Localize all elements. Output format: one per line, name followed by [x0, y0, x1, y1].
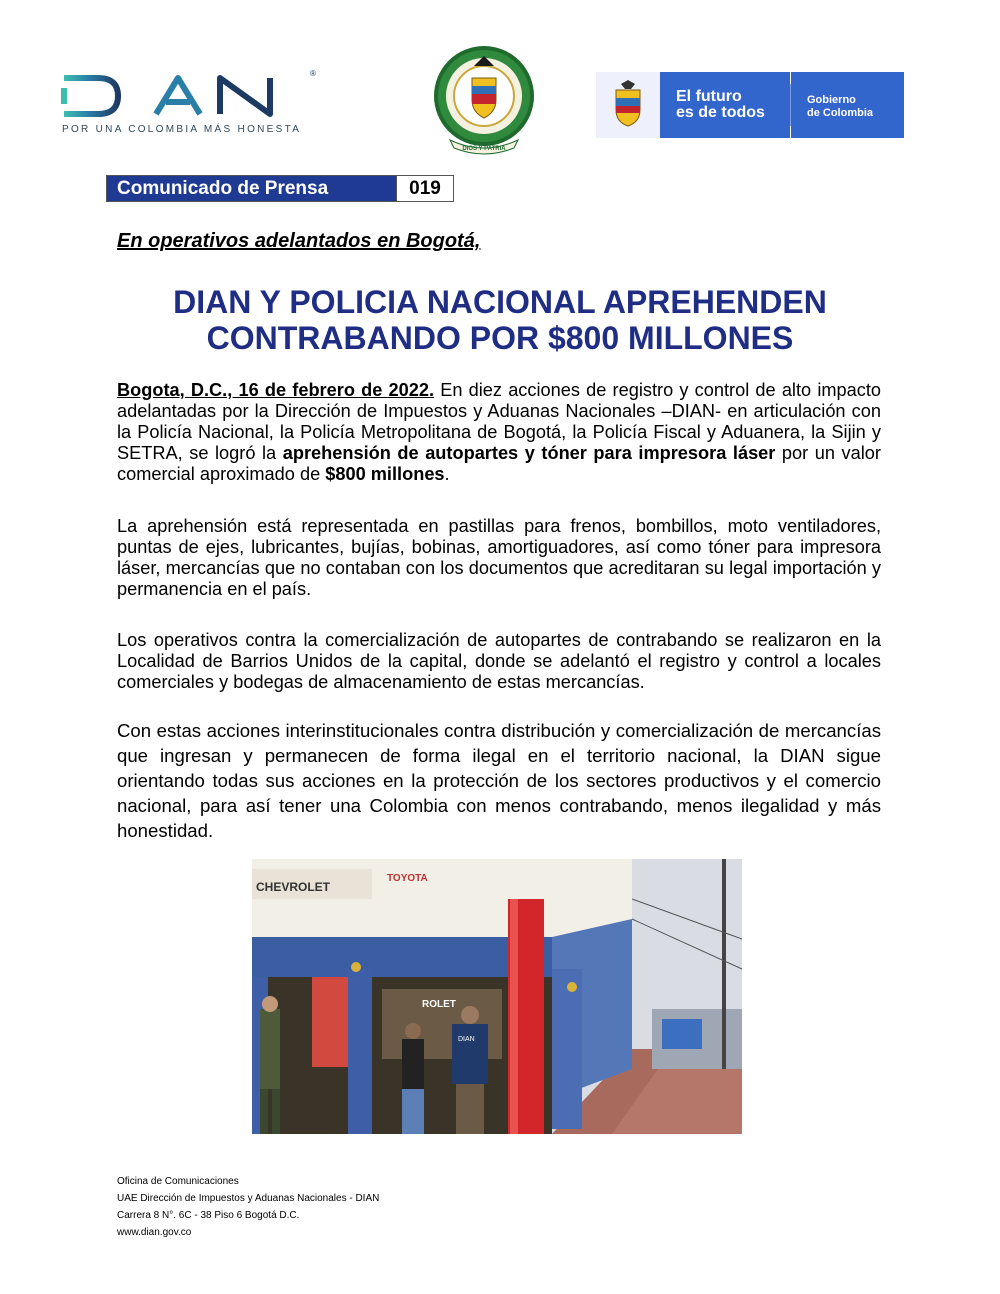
footer-line1: Oficina de Comunicaciones [117, 1176, 239, 1187]
coat-of-arms-icon [596, 72, 660, 138]
dateline: Bogota, D.C., 16 de febrero de 2022. [117, 380, 435, 400]
p1-bold-a: aprehensión de autopartes y tóner para impresora láser [282, 443, 776, 463]
paragraph-4: Con estas acciones interinstitucionales contra distribución y comercialización de mercancías que ingresan y permanecen de forma ilegal en el territorio nacional, la DIAN sigue orientando todas sus acciones en la protección de los sectores productivos y el comercio nacional, para así tener una Colombia con menos contrabando, menos ilegalidad y más honestidad. [117, 720, 881, 841]
photo-sign-toyota: TOYOTA [387, 873, 428, 884]
p1-bold-b: $800 millones [325, 464, 445, 484]
dian-tagline: POR UNA COLOMBIA MÁS HONESTA [62, 124, 302, 135]
gov-slogan-line2: es de todos [676, 104, 765, 121]
police-seal [430, 44, 538, 154]
gov-slogan [660, 72, 790, 138]
svg-text:®: ® [310, 69, 316, 78]
paragraph-2: La aprehensión está representada en pastillas para frenos, bombillos, moto ventiladores, puntas de ejes, lubricantes, bujías, bobinas, amortiguadores, así como tóner para impresora láser, mercancías que no contaban con los documentos que acreditaran su legal importación y permanencia en el país. [117, 516, 881, 599]
footer-line4: www.dian.gov.co [117, 1227, 192, 1238]
subtitle: En operativos adelantados en Bogotá, [117, 230, 481, 252]
p1-text-c: . [444, 464, 450, 484]
paragraph-1 [117, 380, 881, 485]
photo-sign-chevrolet: CHEVROLET [256, 880, 331, 894]
photo-store-sign: ROLET [422, 999, 456, 1010]
headline-line2: CONTRABANDO POR $800 MILLONES [206, 320, 794, 356]
gov-banner [596, 72, 904, 138]
press-label: Comunicado de Prensa [107, 176, 397, 201]
press-number: 019 [409, 178, 441, 199]
gov-name [791, 72, 904, 138]
gov-slogan-line1: El futuro [676, 88, 742, 105]
svg-text:DIOS Y PATRIA: DIOS Y PATRIA [462, 146, 506, 152]
gov-name-line1: Gobierno [807, 94, 856, 106]
operation-photo [252, 859, 742, 1134]
p1-text-b: por un valor comercial aproximado de [117, 443, 881, 484]
headline [100, 284, 900, 356]
footer-line3: Carrera 8 N°. 6C - 38 Piso 6 Bogotá D.C. [117, 1210, 300, 1221]
gov-name-line2: de Colombia [807, 107, 874, 119]
photo-vest-text: DIAN [458, 1036, 475, 1043]
headline-line1: DIAN Y POLICIA NACIONAL APREHENDEN [173, 284, 827, 320]
paragraph-3: Los operativos contra la comercialización de autopartes de contrabando se realizaron en la Localidad de Barrios Unidos de la capital, donde se adelantó el registro y control a locales comerciales y bodegas de almacenamiento de estas mercancías. [117, 630, 881, 692]
footer [117, 1173, 380, 1238]
press-release-tag [106, 175, 454, 202]
footer-line2: UAE Dirección de Impuestos y Aduanas Nacionales - DIAN [117, 1193, 380, 1204]
p1-text-a: En diez acciones de registro y control de alto impacto adelantadas por la Dirección de Impuestos y Aduanas Nacionales –DIAN- en articulación con la Policía Nacional, la Policía Metropolitana de Bogotá, la Policía Fiscal y Aduanera, la Sijin y SETRA, se logró la [117, 380, 882, 463]
